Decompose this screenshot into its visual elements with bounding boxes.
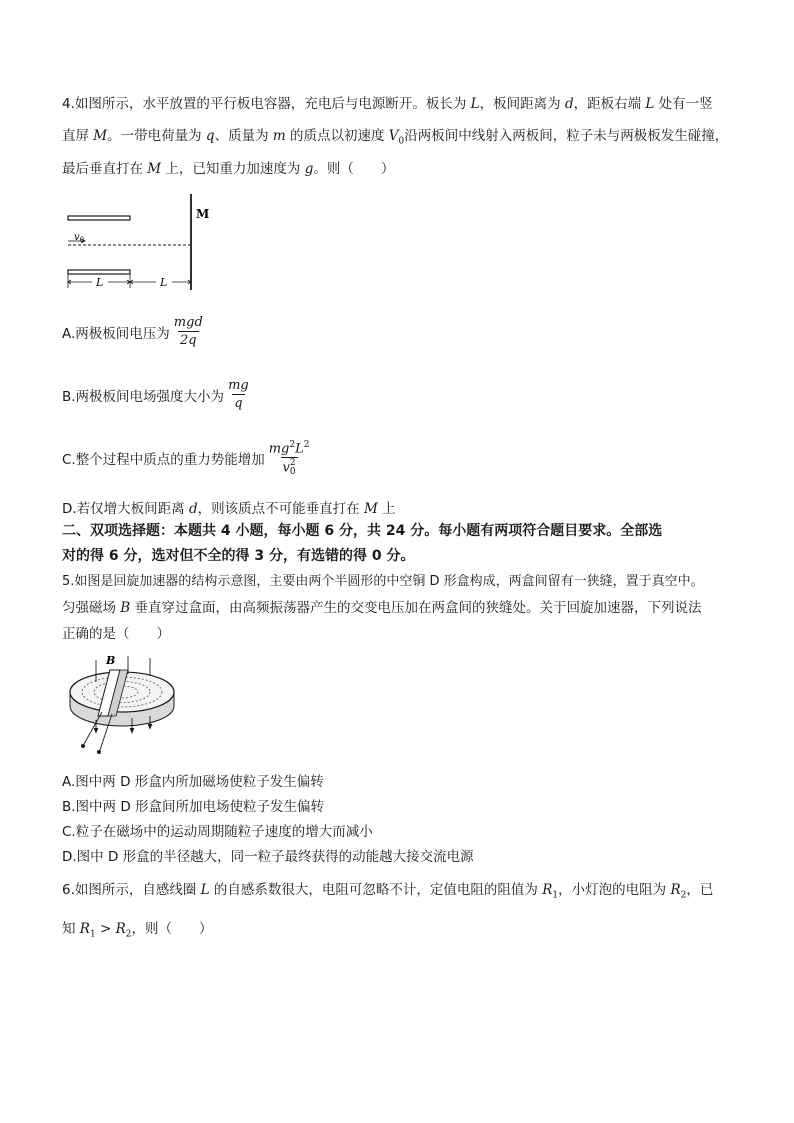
dim-right-label: L bbox=[160, 276, 168, 289]
section-heading-line2: 对的得 6 分，选对但不全的得 3 分，有选错的得 0 分。 bbox=[62, 548, 415, 564]
upper-plate bbox=[68, 216, 130, 220]
q4-option-d: D.若仅增大板间距离 d，则该质点不可能垂直打在 M 上 bbox=[62, 501, 396, 517]
cyclotron-figure bbox=[62, 652, 182, 756]
q5-stem-line3: 正确的是（ ） bbox=[62, 626, 170, 642]
capacitor-figure bbox=[62, 192, 222, 292]
q4-option-c: C.整个过程中质点的重力势能增加 $mg^2L^2$ v 2 0 bbox=[62, 440, 310, 478]
q5-option-b: B.图中两 D 形盒间所加电场使粒子发生偏转 bbox=[62, 799, 325, 815]
q4-stem-line2: 直屏 M。一带电荷量为 q、质量为 m 的质点以初速度 $V_0$沿两板间中线射入两板间，粒子未与两极板发生碰撞， bbox=[62, 128, 729, 147]
q5-option-a: A.图中两 D 形盒内所加磁场使粒子发生偏转 bbox=[62, 774, 324, 790]
q6-stem-line1: 6.如图所示，自感线圈 L 的自感系数很大，电阻可忽略不计，定值电阻的阻值为 $R_1$，小灯泡的电阻为 $R_2$，已 bbox=[62, 882, 714, 901]
fraction: $\frac{mg}{q}$ bbox=[228, 378, 249, 411]
q4-option-a: A.两极板间电压为 $\frac{\text{mgd}}{2q}$ bbox=[62, 315, 203, 348]
q4-option-b: B.两极板间电场强度大小为 $\frac{mg}{q}$ bbox=[62, 378, 249, 411]
terminal bbox=[97, 750, 101, 754]
q5-stem-line1: 5.如图是回旋加速器的结构示意图，主要由两个半圆形的中空铜 D 形盒构成，两盒间留有一狭缝，置于真空中。 bbox=[62, 574, 704, 589]
q5-stem-line2: 匀强磁场 B 垂直穿过盒面，由高频振荡器产生的交变电压加在两盒间的狭缝处。关于回旋加速器，下列说法 bbox=[62, 600, 702, 616]
b-field-label: B bbox=[106, 654, 116, 667]
v0-label: $v_0$ bbox=[74, 232, 85, 244]
q6-stem-line2: 知 $R_1 > R_2$，则（ ） bbox=[62, 921, 213, 940]
q5-option-c: C.粒子在磁场中的运动周期随粒子速度的增大而减小 bbox=[62, 824, 373, 840]
fraction: $mg^2L^2$ v 2 0 bbox=[268, 440, 310, 478]
q4-stem-line3: 最后垂直打在 M 上，已知重力加速度为 g。则（ ） bbox=[62, 161, 395, 177]
q5-option-d: D.图中 D 形盒的半径越大，同一粒子最终获得的动能越大接交流电源 bbox=[62, 849, 474, 865]
fraction: $\frac{\text{mgd}}{2q}$ bbox=[173, 315, 203, 348]
screen-label: M bbox=[196, 207, 210, 221]
dim-left-label: L bbox=[96, 276, 104, 289]
lower-plate bbox=[68, 270, 130, 274]
section-heading-line1: 二、双项选择题：本题共 4 小题，每小题 6 分，共 24 分。每小题有两项符合题目要求。全部选 bbox=[62, 523, 663, 539]
q4-stem-line1: 4.如图所示，水平放置的平行板电容器，充电后与电源断开。板长为 L，板间距离为 d，距板右端 L 处有一竖 bbox=[62, 96, 713, 112]
terminal bbox=[81, 744, 85, 748]
